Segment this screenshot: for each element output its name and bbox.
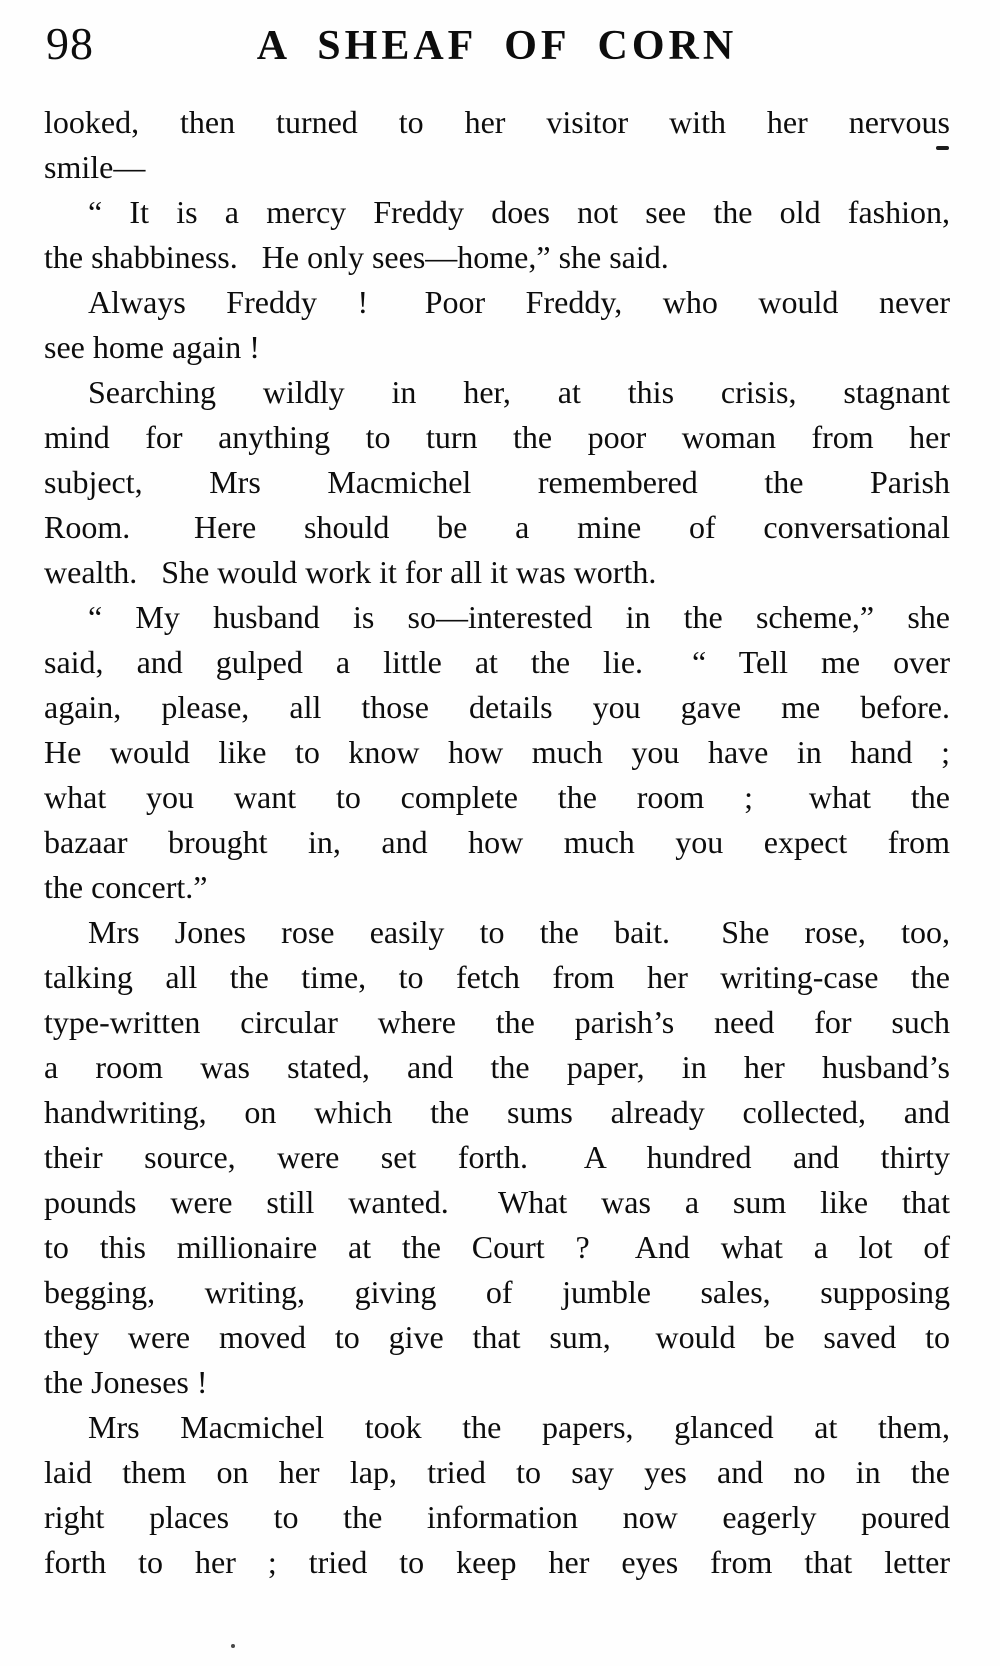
- text-line: type-written circular where the parish’s need for such: [44, 1004, 950, 1040]
- text-line: again, please, all those details you gave me before.: [44, 689, 950, 725]
- text-line: their source, were set forth. A hundred and thirty: [44, 1139, 950, 1175]
- text-line: “ It is a mercy Freddy does not see the old fashion,: [88, 194, 950, 230]
- text-line: the concert.”: [44, 869, 208, 905]
- text-line: to this millionaire at the Court ? And what a lot of: [44, 1229, 950, 1265]
- text-line: a room was stated, and the paper, in her husband’s: [44, 1049, 950, 1085]
- paragraph: [44, 100, 950, 190]
- text-line: said, and gulped a little at the lie. “ Tell me over: [44, 644, 950, 680]
- text-line: laid them on her lap, tried to say yes and no in the: [44, 1454, 950, 1490]
- text-line: wealth. She would work it for all it was worth.: [44, 554, 657, 590]
- page-text: [44, 100, 950, 1585]
- text-line: mind for anything to turn the poor woman from her: [44, 419, 950, 455]
- paragraph: [44, 595, 950, 910]
- paragraph: [44, 190, 950, 280]
- paragraph: [44, 1405, 950, 1585]
- paragraph: [44, 280, 950, 370]
- text-line: see home again !: [44, 329, 260, 365]
- text-line: handwriting, on which the sums already collected, and: [44, 1094, 950, 1130]
- scan-artifact-dash: [936, 146, 949, 150]
- text-line: Room. Here should be a mine of conversational: [44, 509, 950, 545]
- page-number: 98: [46, 18, 94, 69]
- text-line: He would like to know how much you have in hand ;: [44, 734, 950, 770]
- scan-artifact-dot: [231, 1644, 235, 1648]
- text-line: talking all the time, to fetch from her writing-case the: [44, 959, 950, 995]
- text-line: “ My husband is so—interested in the scheme,” she: [88, 599, 950, 635]
- text-line: what you want to complete the room ; what the: [44, 779, 950, 815]
- text-line: Always Freddy ! Poor Freddy, who would never: [88, 284, 950, 320]
- text-line: right places to the information now eagerly poured: [44, 1499, 950, 1535]
- text-line: bazaar brought in, and how much you expect from: [44, 824, 950, 860]
- text-line: the Joneses !: [44, 1364, 208, 1400]
- text-line: they were moved to give that sum, would be saved to: [44, 1319, 950, 1355]
- paragraph: [44, 370, 950, 595]
- text-line: Mrs Jones rose easily to the bait. She rose, too,: [88, 914, 950, 950]
- text-line: pounds were still wanted. What was a sum like that: [44, 1184, 950, 1220]
- text-line: forth to her ; tried to keep her eyes from that letter: [44, 1544, 950, 1580]
- paragraph: [44, 910, 950, 1405]
- text-line: subject, Mrs Macmichel remembered the Parish: [44, 464, 950, 500]
- text-line: looked, then turned to her visitor with her nervous: [44, 104, 950, 140]
- page-header: [44, 0, 950, 80]
- running-title: A SHEAF OF CORN: [256, 23, 738, 69]
- text-line: Searching wildly in her, at this crisis, stagnant: [88, 374, 950, 410]
- text-line: begging, writing, giving of jumble sales, supposing: [44, 1274, 950, 1310]
- text-line: the shabbiness. He only sees—home,” she said.: [44, 239, 669, 275]
- text-line: smile—: [44, 149, 146, 185]
- text-line: Mrs Macmichel took the papers, glanced at them,: [88, 1409, 950, 1445]
